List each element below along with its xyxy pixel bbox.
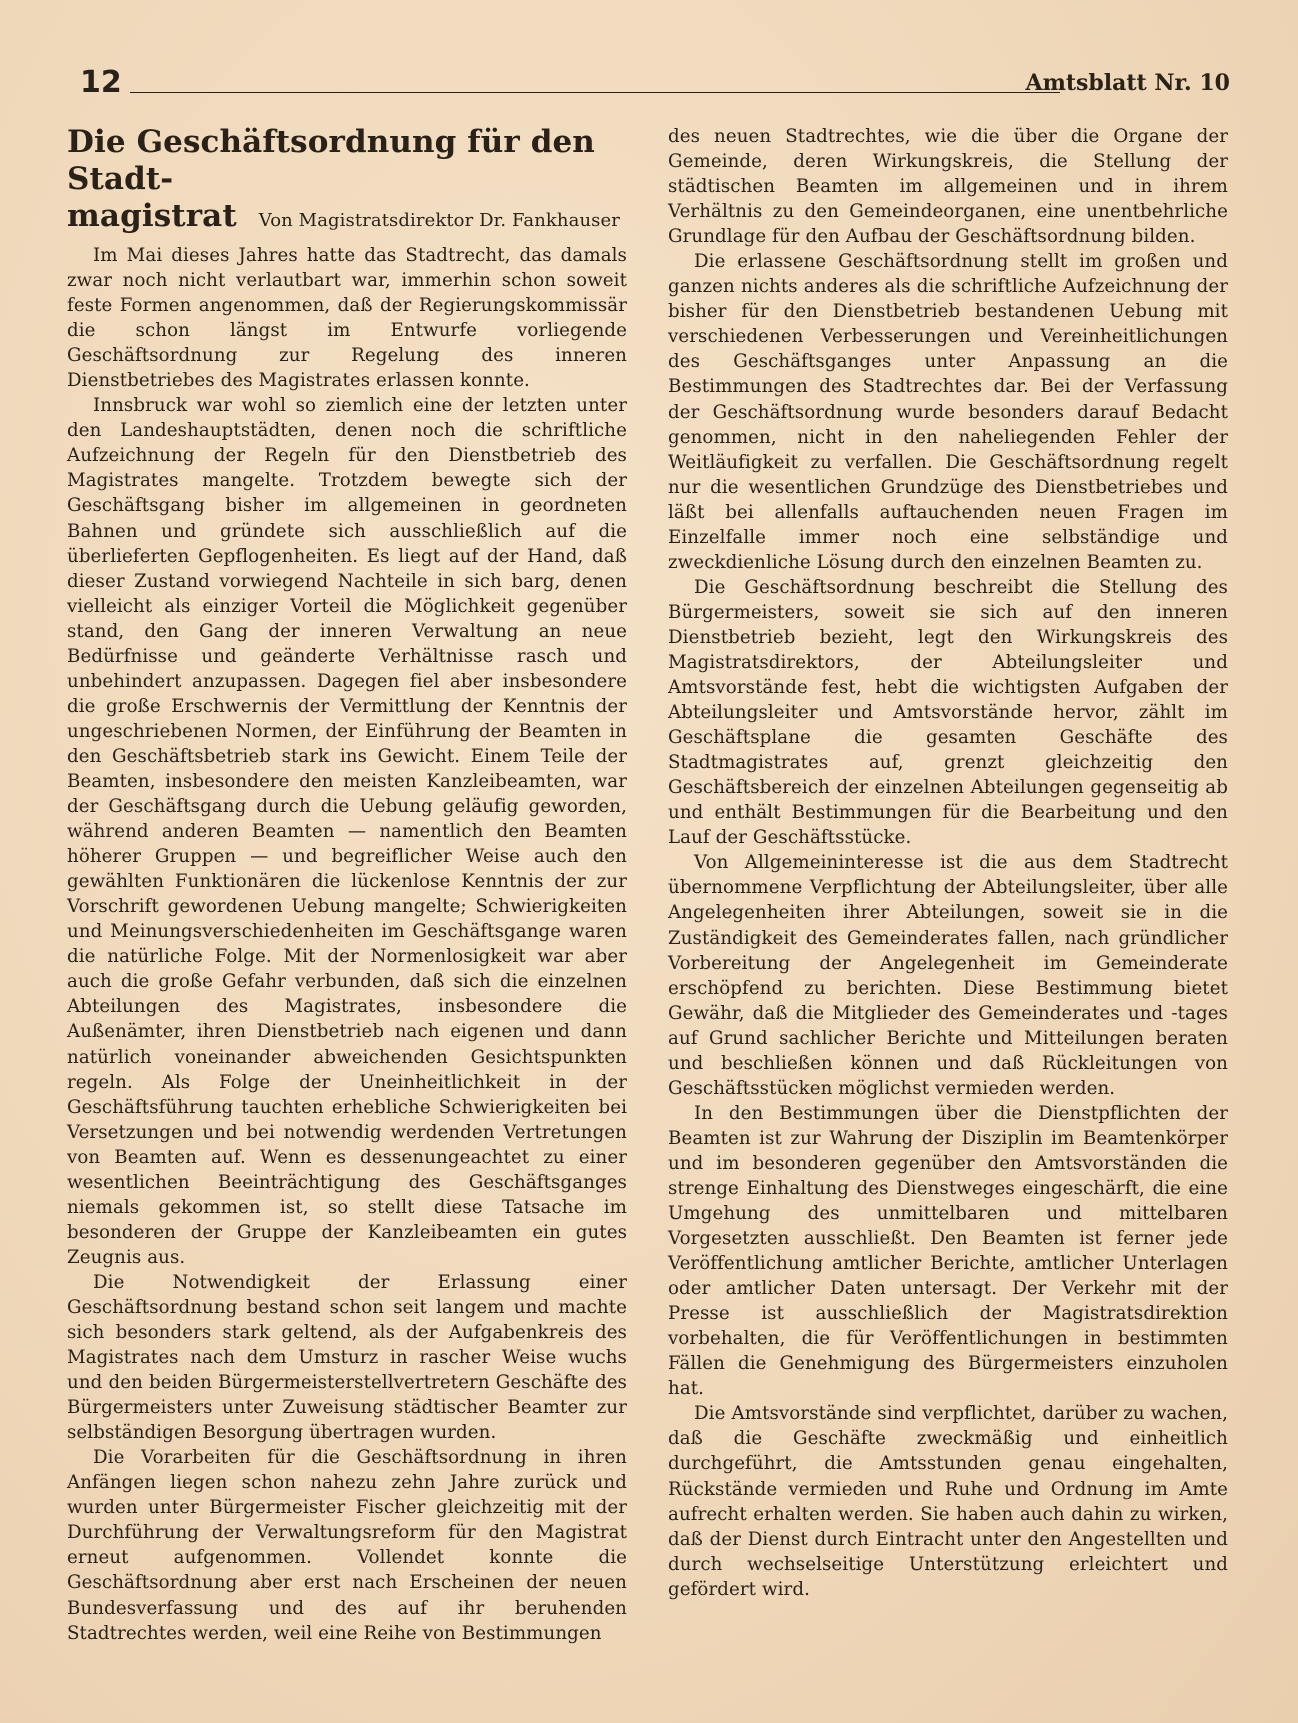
paragraph: Die Vorarbeiten für die Geschäftsordnung in ihren Anfängen liegen schon nahezu zehn Jahre zurück und wurden unter Bürgermeister Fischer gleichzeitig mit der Durchführung der Verwaltungsreform für den Magistrat erneut aufgenommen. Vollendet konnte die Geschäftsordnung aber erst nach Erscheinen der neuen Bundesverfassung und des auf ihr beruhenden Stadtrechtes werden, weil eine Reihe von Bestimmungen — [67, 1447, 627, 1644]
paragraph: Die Geschäftsordnung beschreibt die Stellung des Bürgermeisters, soweit sie sich auf den inneren Dienstbetrieb bezieht, legt den Wirkungskreis des Magistratsdirektors, der Abteilungsleiter und Amtsvorstände fest, hebt die wichtigsten Aufgaben der Abteilungsleiter und Amtsvorstände hervor, zählt im Geschäftsplane die gesamten Geschäfte des Stadtmagistrates auf, grenzt gleichzeitig den Geschäftsbereich der einzelnen Abteilungen gegenseitig ab und enthält Bestimmungen für die Bearbeitung und den Lauf der Geschäftsstücke. — [668, 576, 1228, 849]
header-rule — [130, 92, 1060, 93]
paragraph: Im Mai dieses Jahres hatte das Stadtrecht, das damals zwar noch nicht verlautbart war, immerhin schon soweit feste Formen angenommen, daß der Regierungskommissär die schon längst im Entwurfe vorliegende Geschäftsordnung zur Regelung des inneren Dienstbetriebes des Magistrates erlassen konnte. — [67, 245, 627, 392]
paragraph: Von Allgemeininteresse ist die aus dem Stadtrecht übernommene Verpflichtung der Abteilungsleiter, über alle Angelegenheiten ihrer Abteilungen, soweit sie in die Zuständigkeit des Gemeinderates fallen, nach gründlicher Vorbereitung der Angelegenheit im Gemeinderate erschöpfend zu berichten. Diese Bestimmung bietet Gewähr, daß die Mitglieder des Gemeinderates und -tages auf Grund sachlicher Berichte und Mitteilungen beraten und beschließen können und daß Rückleitungen von Geschäftsstücken möglichst vermieden werden. — [668, 852, 1228, 1099]
left-column — [67, 124, 627, 1646]
paragraph: In den Bestimmungen über die Dienstpflichten der Beamten ist zur Wahrung der Disziplin im Beamtenkörper und im besonderen gegenüber den Amtsvorständen die strenge Einhaltung des Dienstweges eingeschärft, die eine Umgehung des unmittelbaren und mittelbaren Vorgesetzten ausschließt. Den Beamten ist ferner jede Veröffentlichung amtlicher Berichte, amtlicher Unterlagen oder amtlicher Daten untersagt. Der Verkehr mit der Presse ist ausschließlich der Magistratsdirektion vorbehalten, die für Veröffentlichungen in bestimmten Fällen die Genehmigung des Bürgermeisters einzuholen hat. — [668, 1102, 1228, 1400]
right-column — [668, 124, 1228, 1602]
paragraph: Die erlassene Geschäftsordnung stellt im großen und ganzen nichts anderes als die schriftliche Aufzeichnung der bisher für den Dienstbetrieb bestandenen Uebung mit verschiedenen Verbesserungen und Vereinheitlichungen des Geschäftsganges unter Anpassung an die Bestimmungen des Stadtrechtes dar. Bei der Verfassung der Geschäftsordnung wurde besonders darauf Bedacht genommen, nicht in den naheliegenden Fehler der Weitläufigkeit zu verfallen. Die Geschäftsordnung regelt nur die wesentlichen Grundzüge des Dienstbetriebes und läßt bei allenfalls auftauchenden neuen Fragen im Einzelfalle immer noch eine selbständige und zweckdienliche Lösung durch den einzelnen Beamten zu. — [668, 251, 1228, 573]
paragraph: Die Amtsvorstände sind verpflichtet, darüber zu wachen, daß die Geschäfte zweckmäßig und einheitlich durchgeführt, die Amtsstunden genau eingehalten, Rückstände vermieden und Ruhe und Ordnung im Amte aufrecht erhalten werden. Sie haben auch dahin zu wirken, daß der Dienst durch Eintracht unter den Angestellten und durch wechselseitige Unterstützung erleichtert und gefördert wird. — [668, 1403, 1228, 1600]
article-title — [67, 124, 627, 239]
article-title-line1: Die Geschäftsordnung für den Stadt- — [67, 124, 595, 197]
paragraph: Innsbruck war wohl so ziemlich eine der letzten unter den Landeshauptstädten, denen noch die schriftliche Aufzeichnung der Regeln für den Dienstbetrieb des Magistrates mangelte. Trotzdem bewegte sich der Geschäftsgang bisher im allgemeinen in geordneten Bahnen und gründete sich ausschließlich auf die überlieferten Gepflogenheiten. Es liegt auf der Hand, daß dieser Zustand vorwiegend Nachteile in sich barg, denen vielleicht als einziger Vorteil die Möglichkeit gegenüber stand, den Gang der inneren Verwaltung an neue Bedürfnisse und geänderte Verhältnisse rasch und unbehindert anzupassen. Dagegen fiel aber insbesondere die große Erschwernis der Vermittlung der Kenntnis der ungeschriebenen Normen, der Einführung der Beamten in den Geschäftsbetrieb stark ins Gewicht. Einem Teile der Beamten, insbesondere den meisten Kanzleibeamten, war der Geschäftsgang durch die Uebung geläufig geworden, während anderen Beamten — namentlich den Beamten höherer Gruppen — und begreiflicher Weise auch den gewählten Funktionären die lückenlose Kenntnis der zur Vorschrift gewordenen Uebung mangelte; Schwierigkeiten und Meinungsverschiedenheiten im Geschäftsgange waren die natürliche Folge. Mit der Normenlosigkeit war aber auch die große Gefahr verbunden, daß sich die einzelnen Abteilungen des Magistrates, insbesondere die Außenämter, ihren Dienstbetrieb nach eigenen und dann natürlich voneinander abweichenden Gesichtspunkten regeln. Als Folge der Uneinheitlichkeit in der Geschäftsführung tauchten erhebliche Schwierigkeiten bei Versetzungen und bei notwendig werdenden Vertretungen von Beamten auf. Wenn es dessenungeachtet zu einer wesentlichen Beeinträchtigung des Geschäftsganges niemals gekommen ist, so stellt diese Tatsache im besonderen der Gruppe der Kanzleibeamten ein gutes Zeugnis aus. — [67, 395, 627, 1268]
page-header — [80, 66, 1230, 106]
paragraph: Die Notwendigkeit der Erlassung einer Geschäftsordnung bestand schon seit langem und machte sich besonders stark geltend, als der Aufgabenkreis des Magistrates nach dem Umsturz in rascher Weise wuchs und den beiden Bürgermeisterstellvertretern Geschäfte des Bürgermeisters unter Zuweisung städtischer Beamter zur selbständigen Besorgung übertragen wurden. — [67, 1271, 627, 1444]
article-title-line2: magistrat — [67, 198, 237, 234]
article-author: Von Magistratsdirektor Dr. Fankhauser — [258, 210, 620, 231]
page-number: 12 — [80, 65, 122, 100]
paragraph: des neuen Stadtrechtes, wie die über die Organe der Gemeinde, deren Wirkungskreis, die Stellung der städtischen Beamten im allgemeinen und in ihrem Verhältnis zu den Gemeindeorganen, eine unentbehrliche Grundlage für den Aufbau der Geschäftsordnung bilden. — [668, 126, 1228, 248]
journal-title: Amtsblatt Nr. 10 — [1025, 70, 1230, 96]
